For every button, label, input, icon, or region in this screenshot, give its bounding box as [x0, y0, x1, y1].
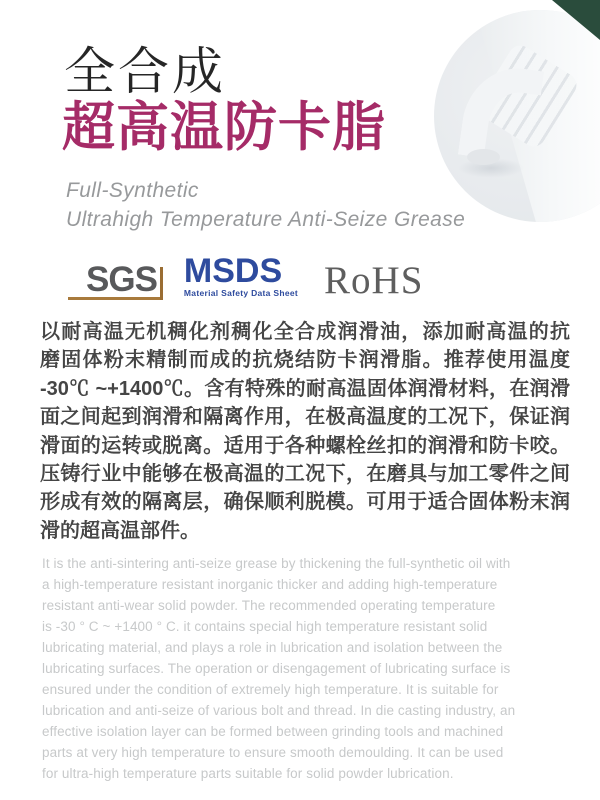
rohs-label: RoHS	[324, 258, 424, 302]
text-line: a high-temperature resistant inorganic thicker and adding high-temperature	[42, 577, 498, 592]
text-line: lubricating surfaces. The operation or disengagement of lubricating surface is	[42, 661, 511, 676]
text-line: effective isolation layer can be formed between grinding tools and machined	[42, 724, 504, 739]
msds-sublabel: Material Safety Data Sheet	[183, 288, 299, 298]
certification-logos	[68, 252, 423, 300]
subtitle-english	[66, 176, 465, 234]
text-line: for ultra-high temperature parts suitable for solid powder lubrication.	[42, 766, 454, 781]
sgs-label: SGS	[86, 259, 157, 299]
grease-tube-tip	[467, 149, 500, 165]
subtitle-line2: Ultrahigh Temperature Anti-Seize Grease	[66, 208, 466, 231]
title-chinese-line2: 超高温防卡脂	[62, 98, 386, 157]
sgs-logo	[68, 259, 162, 300]
text-line: is -30 ° C ~ +1400 ° C. it contains special high temperature resistant solid	[42, 619, 488, 634]
description-chinese	[40, 318, 570, 545]
text-line: lubricating material, and plays a role in lubrication and isolation between the	[42, 640, 503, 655]
text-line: 面之间起到润滑和隔离作用，在极高温度的工况下，保证润	[40, 406, 570, 429]
text-line: 滑面的运转或脱离。适用于各种螺栓丝扣的润滑和防卡咬。	[40, 434, 570, 457]
text-line: resistant anti-wear solid powder. The recommended operating temperature	[42, 598, 496, 613]
text-line: lubrication and anti-seize of various bolt and thread. In die casting industry, an	[42, 703, 516, 718]
text-line: 形成有效的隔离层，确保顺利脱模。可用于适合固体粉末润	[40, 491, 570, 514]
rohs-logo	[324, 258, 424, 302]
title-chinese-line1: 全合成	[64, 43, 227, 100]
text-line: 压铸行业中能够在极高温的工况下，在磨具与加工零件之间	[40, 463, 570, 486]
text-line: 磨固体粉末精制而成的抗烧结防卡润滑脂。推荐使用温度	[40, 349, 570, 372]
subtitle-line1: Full-Synthetic	[66, 179, 199, 202]
msds-label: MSDS	[183, 252, 283, 291]
text-line: It is the anti-sintering anti-seize grease by thickening the full-synthetic oil with	[42, 556, 511, 571]
description-english	[42, 553, 582, 784]
text-line: 以耐高温无机稠化剂稠化全合成润滑油，添加耐高温的抗	[40, 321, 570, 343]
text-line: parts at very high temperature to ensure smooth demoulding. It can be used	[42, 745, 504, 760]
text-line: -30℃ ~+1400℃。含有特殊的耐高温固体润滑材料，在润滑	[40, 377, 570, 400]
grease-tube-nozzle	[458, 61, 544, 164]
text-line: ensured under the condition of extremely high temperature. It is suitable for	[42, 682, 499, 697]
text-line: 滑的超高温部件。	[40, 519, 200, 542]
msds-logo	[183, 252, 299, 300]
